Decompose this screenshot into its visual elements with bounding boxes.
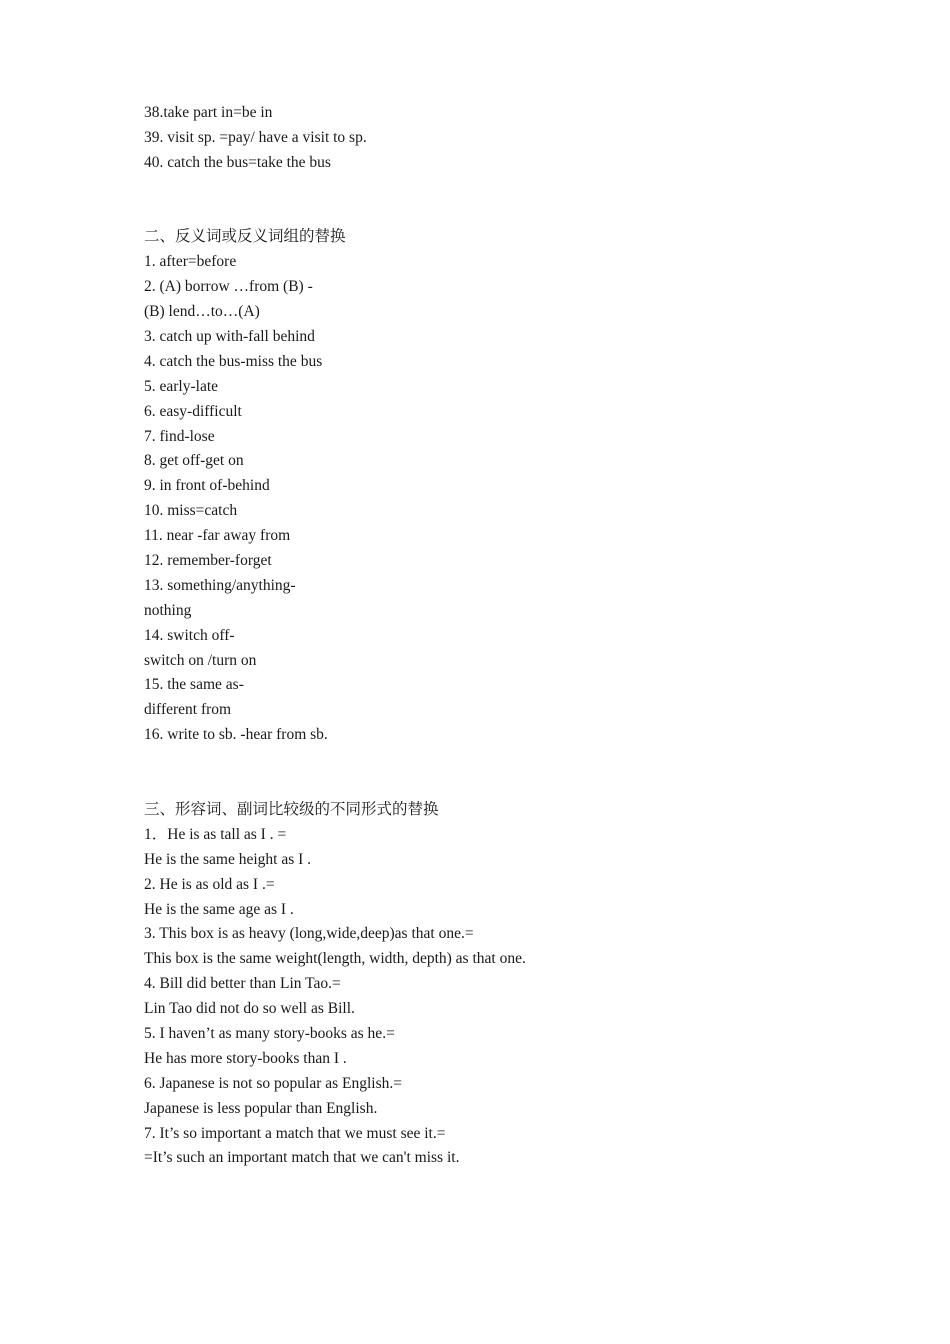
list-item: 2. (A) borrow …from (B) - xyxy=(144,278,313,296)
list-item: 3. This box is as heavy (long,wide,deep)as that one.= xyxy=(144,925,474,943)
list-item: 40. catch the bus=take the bus xyxy=(144,153,331,171)
section-heading: 三、形容词、副词比较级的不同形式的替换 xyxy=(144,800,439,818)
list-item: 38.take part in=be in xyxy=(144,104,273,121)
list-item: 5. early-late xyxy=(144,377,219,395)
list-item: 1．He is as tall as I . = xyxy=(144,825,287,843)
list-item: 12. remember-forget xyxy=(144,552,272,570)
section-comparatives xyxy=(144,798,526,1171)
list-item: 7. find-lose xyxy=(144,427,215,445)
list-item: switch on /turn on xyxy=(144,651,257,669)
section-antonyms xyxy=(144,225,526,748)
list-item: 8. get off-get on xyxy=(144,452,244,470)
section-continued xyxy=(144,101,526,176)
list-item: He is the same height as I . xyxy=(144,850,312,868)
list-item: 9. in front of-behind xyxy=(144,477,270,495)
spacer xyxy=(144,201,526,226)
document-body xyxy=(144,101,526,1171)
list-item: 13. something/anything- xyxy=(144,576,296,594)
list-item: This box is the same weight(length, width, depth) as that one. xyxy=(144,950,526,968)
list-item: 10. miss=catch xyxy=(144,502,238,520)
list-item: 6. easy-difficult xyxy=(144,402,242,420)
list-item: 4. catch the bus-miss the bus xyxy=(144,352,323,370)
list-item: He is the same age as I . xyxy=(144,900,294,918)
list-item: different from xyxy=(144,701,232,719)
spacer xyxy=(144,176,526,201)
list-item: (B) lend…to…(A) xyxy=(144,303,260,321)
list-item: Lin Tao did not do so well as Bill. xyxy=(144,1000,355,1018)
list-item: 5. I haven’t as many story-books as he.= xyxy=(144,1024,395,1042)
spacer xyxy=(144,773,526,798)
list-item: 14. switch off- xyxy=(144,626,235,644)
list-item: Japanese is less popular than English. xyxy=(144,1099,378,1117)
section-heading: 二、反义词或反义词组的替换 xyxy=(144,228,346,246)
list-item: 6. Japanese is not so popular as English.= xyxy=(144,1074,402,1092)
list-item: He has more story-books than I . xyxy=(144,1049,347,1067)
list-item: 3. catch up with-fall behind xyxy=(144,328,315,346)
list-item: 4. Bill did better than Lin Tao.= xyxy=(144,975,341,993)
list-item: 15. the same as- xyxy=(144,676,244,694)
list-item: 1. after=before xyxy=(144,253,237,271)
list-item: =It’s such an important match that we can't miss it. xyxy=(144,1149,460,1167)
list-item: 16. write to sb. -hear from sb. xyxy=(144,726,328,744)
list-item: 2. He is as old as I .= xyxy=(144,875,275,893)
list-item: 7. It’s so important a match that we must see it.= xyxy=(144,1124,446,1142)
list-item: 39. visit sp. =pay/ have a visit to sp. xyxy=(144,128,367,146)
list-item: nothing xyxy=(144,601,192,619)
list-item: 11. near -far away from xyxy=(144,527,291,545)
spacer xyxy=(144,748,526,773)
